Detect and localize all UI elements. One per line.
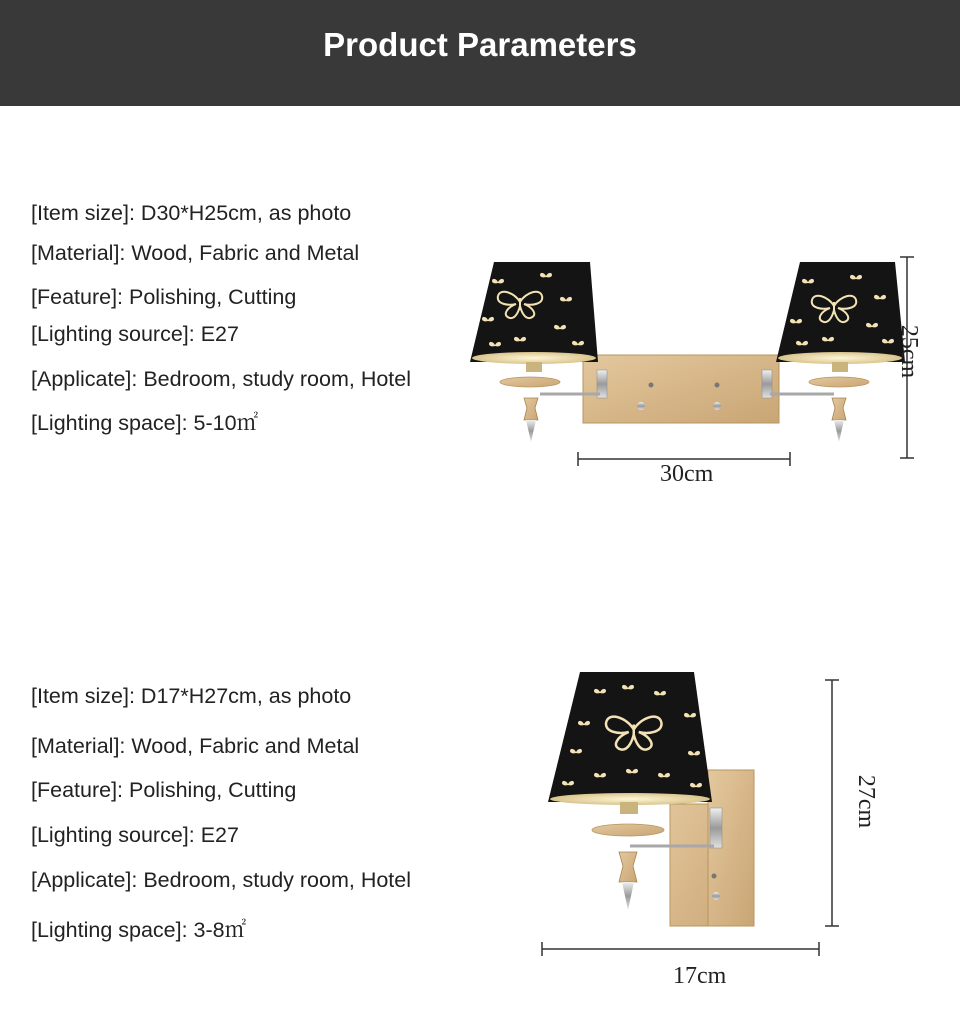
wooden-backplate: [583, 355, 779, 423]
spec-lighting-source: [Lighting source]: E27: [31, 322, 239, 346]
screw-icon: [712, 874, 717, 879]
width-label: 17cm: [673, 963, 727, 989]
spec-applicate: [Applicate]: Bedroom, study room, Hotel: [31, 868, 412, 892]
spec-item-size: [Item size]: D17*H27cm, as photo: [31, 684, 352, 708]
spec-lighting-space: [Lighting space]: 5-10㎡: [31, 411, 259, 435]
height-label: 27cm: [853, 774, 880, 829]
spec-item-size: [Item size]: D30*H25cm, as photo: [31, 201, 352, 225]
height-dimension-line: [825, 680, 839, 926]
screw-icon: [649, 383, 654, 388]
screw-icon: [715, 383, 720, 388]
screw-icon: [713, 402, 721, 410]
spec-applicate: [Applicate]: Bedroom, study room, Hotel: [31, 367, 412, 391]
page-title: Product Parameters: [323, 26, 637, 63]
height-label: 25cm: [896, 324, 923, 379]
double-wall-lamp-image: [470, 262, 905, 442]
spec-lighting-space: [Lighting space]: 3-8㎡: [31, 918, 247, 942]
screw-icon: [637, 402, 645, 410]
width-label: 30cm: [660, 461, 714, 487]
single-wall-lamp-image: [548, 672, 754, 926]
spec-feature: [Feature]: Polishing, Cutting: [31, 285, 297, 309]
spec-lighting-source: [Lighting source]: E27: [31, 823, 239, 847]
screw-icon: [712, 892, 720, 900]
width-dimension-line: [542, 942, 819, 956]
spec-feature: [Feature]: Polishing, Cutting: [31, 778, 297, 802]
spec-material: [Material]: Wood, Fabric and Metal: [31, 241, 360, 265]
right-lamp: [776, 262, 905, 442]
left-lamp: [470, 262, 598, 442]
lampshade: [776, 262, 905, 362]
spec-material: [Material]: Wood, Fabric and Metal: [31, 734, 360, 758]
